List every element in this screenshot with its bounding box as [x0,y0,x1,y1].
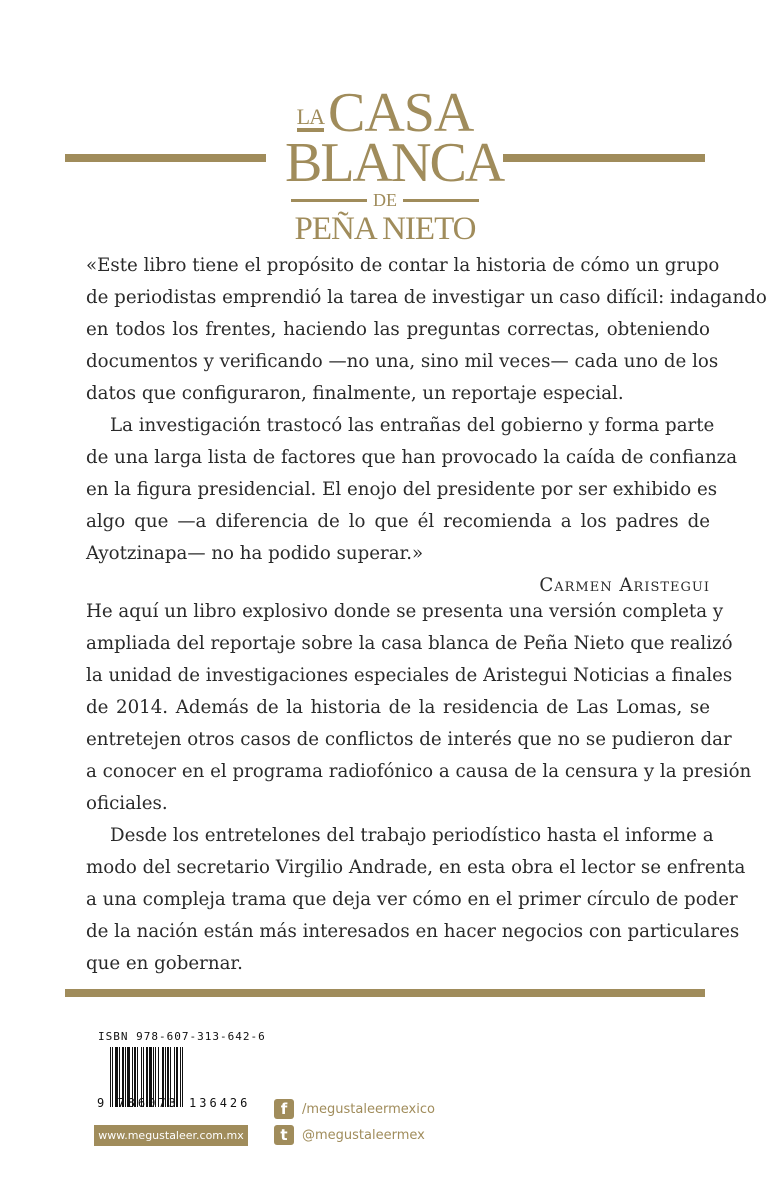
text-line: en todos los frentes, haciendo las preguntas correctas, obteniendo [86,319,710,340]
twitter-icon: t [274,1125,294,1145]
text-line: oficiales. [86,793,168,814]
twitter-handle: @megustaleermex [302,1127,425,1143]
facebook-icon: f [274,1099,294,1119]
text-line: a una compleja trama que deja ver cómo en el primer círculo de poder [86,889,738,910]
book-title [285,82,504,247]
top-right-rule [503,154,705,162]
website-link[interactable]: www.megustaleer.com.mx [94,1125,248,1146]
facebook-handle: /megustaleermexico [302,1101,435,1117]
description-block [86,596,752,980]
title-de-text: DE [373,190,397,210]
text-line: algo que —a diferencia de lo que él recomienda a los padres de [86,511,710,532]
text-line: de periodistas emprendió la tarea de investigar un caso difícil: indagando [86,287,767,308]
text-line: de una larga lista de factores que han provocado la caída de confianza [86,447,738,468]
title-pena-nieto: PEÑA NIETO [294,211,476,247]
text-line: a conocer en el programa radiofónico a causa de la censura y la presión [86,761,752,782]
title-la: LA [297,106,324,132]
text-line: He aquí un libro explosivo donde se presenta una versión completa y [86,601,724,622]
text-line: datos que configuraron, finalmente, un reportaje especial. [86,383,624,404]
text-line: documentos y verificando —no una, sino mil veces— cada uno de los [86,351,719,372]
text-line: la unidad de investigaciones especiales de Aristegui Noticias a finales [86,665,733,686]
title-casa: CASA [327,82,474,144]
bottom-rule [65,989,705,997]
top-left-rule [65,154,266,162]
isbn-text: ISBN 978-607-313-642-6 [98,1030,266,1043]
twitter-link[interactable] [274,1125,425,1145]
text-line: entretejen otros casos de conflictos de interés que no se pudieron dar [86,729,732,750]
text-line: en la figura presidencial. El enojo del presidente por ser exhibido es [86,479,718,500]
text-line: «Este libro tiene el propósito de contar la historia de cómo un grupo [86,255,720,276]
text-line: de 2014. Además de la historia de la residencia de Las Lomas, se [86,697,710,718]
text-line: Desde los entretelones del trabajo periodístico hasta el informe a [110,825,714,846]
text-line: Ayotzinapa— no ha podido superar.» [86,543,424,564]
title-blanca: BLANCA [285,132,504,194]
quote-block [86,250,767,602]
text-line: que en gobernar. [86,953,243,974]
barcode-number: 9 786073 136426 [97,1096,251,1110]
text-line: ampliada del reportaje sobre la casa blanca de Peña Nieto que realizó [86,633,733,654]
facebook-link[interactable] [274,1099,435,1119]
text-line: modo del secretario Virgilio Andrade, en esta obra el lector se enfrenta [86,857,746,878]
text-line: de la nación están más interesados en hacer negocios con particulares [86,921,740,942]
text-line: La investigación trastocó las entrañas del gobierno y forma parte [110,415,715,436]
quote-attribution: Carmen Aristegui [539,575,710,596]
